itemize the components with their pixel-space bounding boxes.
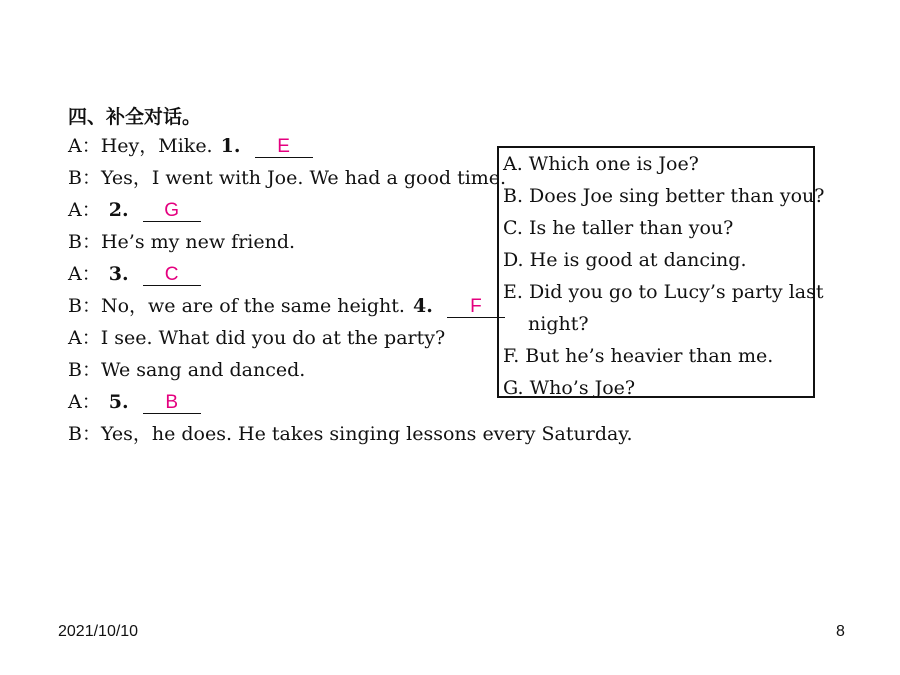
option-b: B. Does Joe sing better than you?: [503, 185, 825, 207]
dialogue-line-3: [68, 198, 201, 222]
dialogue-line-6: [68, 294, 505, 318]
line-text: A：: [68, 263, 101, 285]
answer-value: G: [164, 200, 180, 221]
question-number: 4.: [413, 295, 433, 317]
dialogue-line-2: [68, 166, 506, 190]
answer-value: C: [164, 264, 179, 285]
dialogue-line-10: [68, 422, 633, 446]
option-c: C. Is he taller than you?: [503, 217, 734, 239]
option-e: E. Did you go to Lucy’s party last: [503, 281, 824, 303]
page-number: 8: [836, 623, 845, 640]
option-d: D. He is good at dancing.: [503, 249, 747, 271]
dialogue-line-7: [68, 326, 445, 350]
question-number: 2.: [108, 199, 129, 221]
line-text: A：: [68, 391, 101, 413]
question-number: 3.: [108, 263, 129, 285]
line-text: B：Yes，I went with Joe. We had a good time.: [68, 167, 507, 189]
option-g: G. Who’s Joe?: [503, 377, 636, 399]
line-text: B：No，we are of the same height.: [68, 295, 405, 317]
question-number: 1.: [220, 135, 241, 157]
line-text: B：He’s my new friend.: [68, 231, 296, 253]
dialogue-line-4: [68, 230, 295, 254]
exercise-heading: 四、补全对话。: [68, 106, 202, 128]
answer-blank-3[interactable]: [143, 264, 201, 286]
answer-value: F: [470, 296, 482, 317]
answer-value: B: [165, 392, 179, 413]
option-a: A. Which one is Joe?: [503, 153, 699, 175]
dialogue-line-8: [68, 358, 305, 382]
line-text: B：Yes，he does. He takes singing lessons every Saturday.: [68, 423, 633, 445]
line-text: A：I see. What did you do at the party?: [68, 327, 446, 349]
line-text: B：We sang and danced.: [68, 359, 306, 381]
dialogue-line-1: [68, 134, 313, 158]
footer-date: 2021/10/10: [58, 623, 139, 640]
options-box: [497, 146, 825, 399]
question-number: 5.: [108, 391, 129, 413]
dialogue-line-9: [68, 390, 201, 414]
answer-value: E: [277, 136, 290, 157]
line-text: A：Hey，Mike.: [68, 135, 213, 157]
line-text: A：: [68, 199, 101, 221]
option-e-continued: night?: [528, 313, 589, 335]
answer-blank-5[interactable]: [143, 392, 201, 414]
dialogue-line-5: [68, 262, 201, 286]
answer-blank-1[interactable]: [255, 136, 313, 158]
answer-blank-2[interactable]: [143, 200, 201, 222]
option-f: F. But he’s heavier than me.: [503, 345, 774, 367]
